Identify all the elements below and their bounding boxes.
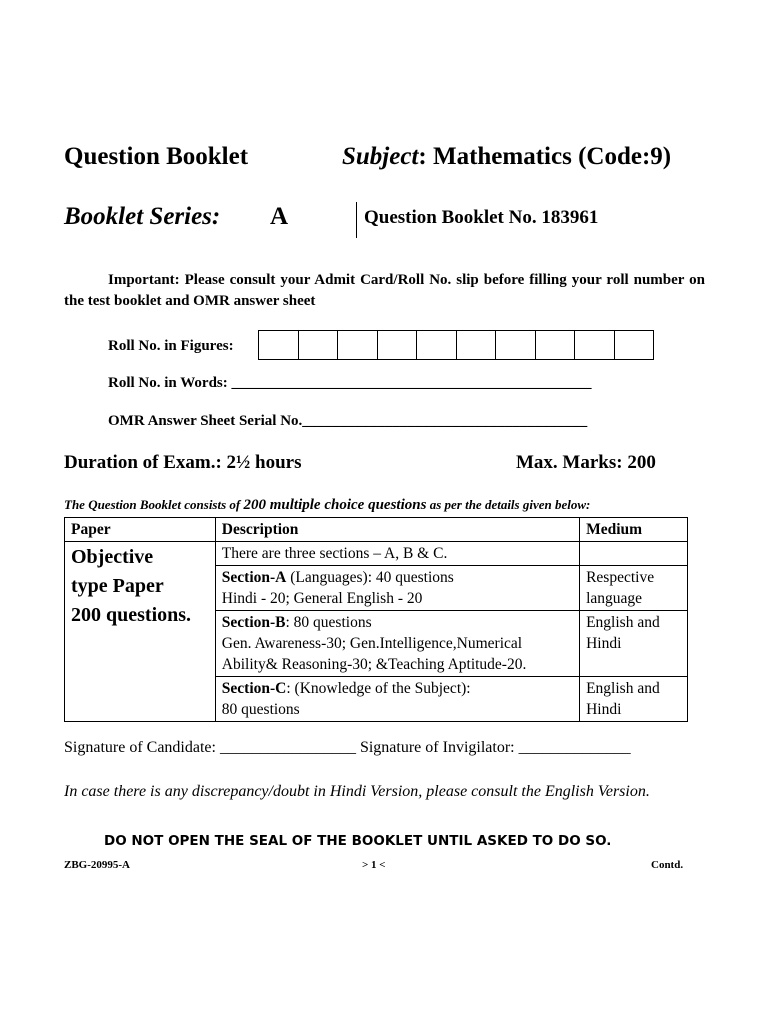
consists-part1: The Question Booklet consists of [64,497,244,512]
roll-digit-box[interactable] [258,330,299,360]
medium-line: language [586,590,643,607]
paper-details-table [64,517,688,722]
roll-digit-box[interactable] [416,330,457,360]
subject-label: Subject [342,143,419,170]
roll-digit-box[interactable] [377,330,418,360]
header-paper: Paper [65,518,216,542]
footer-contd: Contd. [651,859,684,871]
roll-figures-label: Roll No. in Figures: [108,338,234,354]
booklet-consists-note [64,497,590,514]
description-line: 80 questions [221,701,300,718]
description-cell [215,566,579,611]
medium-line: English and [586,680,660,697]
medium-cell [580,677,688,722]
description-line [222,567,573,588]
max-marks: Max. Marks: 200 [516,452,656,473]
section-text: (Languages): 40 questions [286,569,454,586]
exam-duration: Duration of Exam.: 2½ hours [64,452,302,473]
description-line: Ability& Reasoning-30; &Teaching Aptitude-20. [221,656,527,673]
booklet-series-label: Booklet Series: [64,203,221,230]
header-medium: Medium [580,518,688,542]
roll-digit-box[interactable] [495,330,536,360]
important-notice: Important: Please consult your Admit Card/Roll No. slip before filling your roll number on the test booklet and OMR answer sheet [64,272,705,309]
roll-words-line: Roll No. in Words: ________________________________________________ [108,375,592,391]
discrepancy-note: In case there is any discrepancy/doubt in Hindi Version, please consult the English Version. [64,783,650,800]
description-line: Gen. Awareness-30; Gen.Intelligence,Numerical [221,635,523,652]
roll-digit-box[interactable] [456,330,497,360]
medium-cell [580,611,688,677]
consists-part3: as per the details given below: [426,497,591,512]
medium-cell [580,566,688,611]
consists-part2: 200 multiple choice questions [243,497,427,513]
signature-lines: Signature of Candidate: _________________ Signature of Invigilator: ______________ [64,739,631,756]
roll-number-boxes [259,330,654,360]
description-cell [215,611,579,677]
footer-code: ZBG-20995-A [64,859,130,871]
roll-digit-box[interactable] [337,330,378,360]
subject-heading [342,143,671,171]
section-text: : 80 questions [285,614,372,631]
omr-serial-line: OMR Answer Sheet Serial No.______________________________________ [108,413,588,429]
paper-cell [65,542,216,722]
section-text: : (Knowledge of the Subject): [286,680,471,697]
table-row [65,542,688,566]
subject-value: : Mathematics (Code:9) [418,143,672,170]
booklet-series-value: A [270,203,289,230]
paper-line: type Paper [71,575,164,597]
medium-line: Hindi [586,635,622,652]
description-cell [215,542,579,566]
roll-digit-box[interactable] [614,330,655,360]
description-line: Hindi - 20; General English - 20 [221,590,423,607]
description-line [222,678,573,699]
section-title: Section-A [221,569,287,586]
roll-digit-box[interactable] [574,330,615,360]
divider [356,202,357,238]
booklet-number: Question Booklet No. 183961 [364,207,599,228]
roll-digit-box[interactable] [535,330,576,360]
medium-line: English and [586,614,660,631]
medium-line: Respective [586,569,655,586]
description-line: There are three sections – A, B & C. [221,545,448,562]
page-title: Question Booklet [64,143,249,170]
medium-line: Hindi [586,701,622,718]
roll-digit-box[interactable] [298,330,339,360]
description-line [222,612,573,633]
description-cell [215,677,579,722]
section-title: Section-B [221,614,286,631]
page-number: > 1 < [362,859,386,871]
paper-line: 200 questions. [71,604,192,626]
paper-line: Objective [71,546,154,568]
section-title: Section-C [221,680,287,697]
table-header-row [65,518,688,542]
medium-cell [580,542,688,566]
seal-notice: DO NOT OPEN THE SEAL OF THE BOOKLET UNTIL ASKED TO DO SO. [104,833,612,849]
header-description: Description [215,518,579,542]
